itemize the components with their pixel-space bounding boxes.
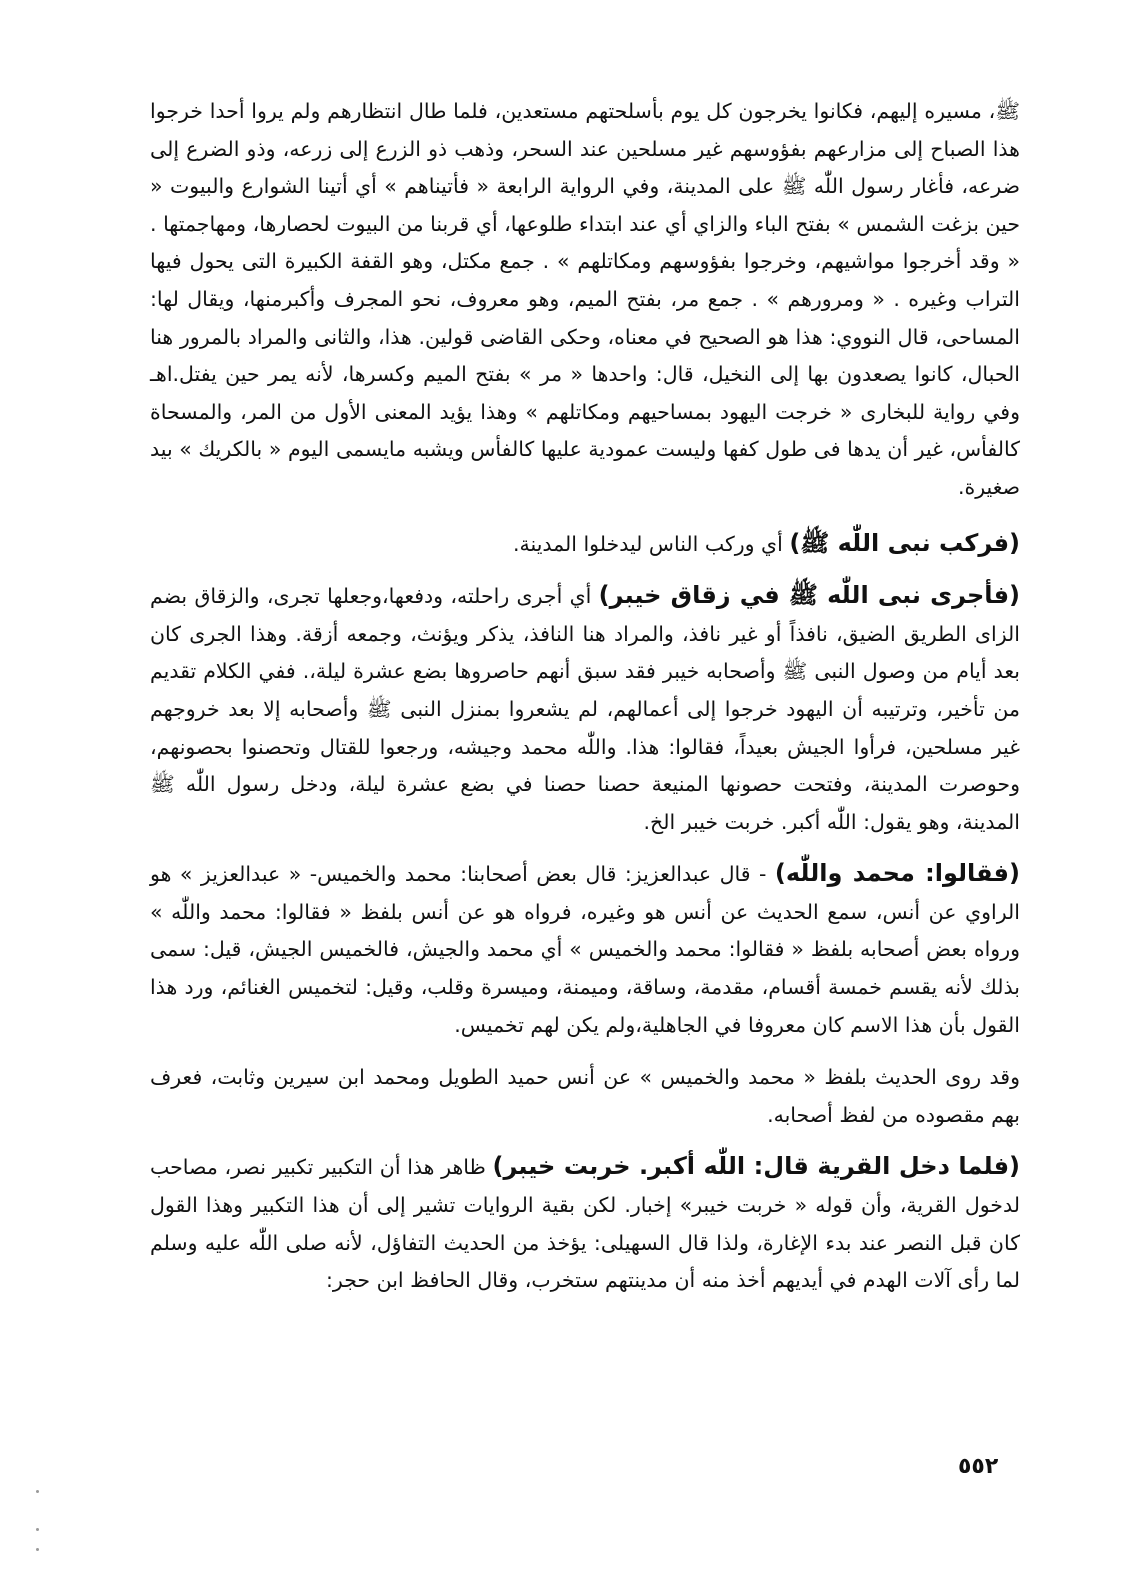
page-body [150,92,1020,1314]
paragraph-1-text: ﷺ، مسيره إليهم، فكانوا يخرجون كل يوم بأسلحتهم مستعدين، فلما طال انتظارهم ولم يروا أحدا خرجوا هذا الصباح إلى مزارعهم بفؤوسهم غير مسلحين عند السحر، وذهب ذو الزرع إلى زرعه، وذو الضرع إلى ضرعه، فأغار رسول اللّٰه ﷺ على المدينة، وفي الرواية الرابعة « فأتيناهم » أي أتينا الشوارع والبيوت « حين بزغت الشمس » بفتح الباء والزاي أي عند ابتداء طلوعها، أي قربنا من البيوت لحصارها، ومهاجمتها . « وقد أخرجوا مواشيهم، وخرجوا بفؤوسهم ومكاتلهم » . جمع مكتل، وهو القفة الكبيرة التى يحول فيها التراب وغيره . « ومرورهم » . جمع مر، بفتح الميم، وهو معروف، نحو المجرف وأكبرمنها، ويقال لها: المساحى، قال النووي: هذا هو الصحيح في معناه، وحكى القاضى قولين. هذا، والثانى والمراد بالمرور هنا الحبال، كانوا يصعدون بها إلى النخيل، قال: واحدها « مر » بفتح الميم وكسرها، لأنه يمر حين يفتل.اهـ وفي رواية للبخارى « خرجت اليهود بمساحيهم ومكاتلهم » وهذا يؤيد المعنى الأول من المر، والمسحاة كالفأس، غير أن يدها فى طول كفها وليست عمودية عليها كالفأس ويشبه مايسمى اليوم « بالكريك » بيد صغيرة. [150,99,1020,499]
paragraph-6 [150,1148,1020,1299]
paragraph-5-text: وقد روى الحديث بلفظ « محمد والخميس » عن أنس حميد الطويل ومحمد ابن سيرين وثابت، فعرف بهم مقصوده من لفظ أصحابه. [150,1065,1020,1127]
paragraph-4 [150,855,1020,1044]
scan-speck [36,1528,39,1531]
paragraph-2-text: أي وركب الناس ليدخلوا المدينة. [513,531,790,556]
paragraph-2 [150,525,1020,564]
paragraph-6-text: ظاهر هذا أن التكبير تكبير نصر، مصاحب لدخول القرية، وأن قوله « خربت خيبر» إخبار. لكن بقية الروايات تشير إلى أن هذا التكبير وهذا القول كان قبل النصر عند بدء الإغارة، ولذا قال السهيلى: يؤخذ من الحديث التفاؤل، لأنه صلى اللّٰه عليه وسلم لما رأى آلات الهدم في أيديهم أخذ منه أن مدينتهم ستخرب، وقال الحافظ ابن حجر: [150,1155,1020,1293]
paragraph-5 [150,1058,1020,1134]
paragraph-2-lead: (فركب نبى اللّٰه ﷺ) [789,528,1020,557]
paragraph-3-text: أي أجرى راحلته، ودفعها،وجعلها تجرى، والزقاق بضم الزاى الطريق الضيق، نافذاً أو غير نافذ، والمراد هنا النافذ، يذكر ويؤنث، وجمعه أزقة. وهذا الجرى كان بعد أيام من وصول النبى ﷺ وأصحابه خيبر فقد سبق أنهم حاصروها بضع عشرة ليلة،. ففي الكلام تقديم من تأخير، وترتيبه أن اليهود خرجوا إلى أعمالهم، لم يشعروا بمنزل النبى ﷺ وأصحابه إلا بعد خروجهم غير مسلحين، فرأوا الجيش بعيداً، فقالوا: هذا. واللّٰه محمد وجيشه، ورجعوا للقتال وتحصنوا بحصونهم، وحوصرت المدينة، وفتحت حصونها المنيعة حصنا حصنا في بضع عشرة ليلة، ودخل رسول اللّٰه ﷺ المدينة، وهو يقول: اللّٰه أكبر. خربت خيبر الخ. [150,584,1020,834]
paragraph-3-lead: (فأجرى نبى اللّٰه ﷺ في زقاق خيبر) [598,581,1020,610]
page-number: ٥٥٢ [958,1454,999,1479]
paragraph-4-lead: (فقالوا: محمد واللّٰه) [774,859,1020,888]
paragraph-1 [150,92,1020,507]
scan-speck [36,1548,39,1551]
scan-speck [36,1490,39,1493]
paragraph-3 [150,577,1020,841]
paragraph-4-text: - قال عبدالعزيز: قال بعض أصحابنا: محمد والخميس- « عبدالعزيز » هو الراوي عن أنس، سمع الحديث عن أنس هو وغيره، فرواه هو عن أنس بلفظ « فقالوا: محمد واللّٰه » ورواه بعض أصحابه بلفظ « فقالوا: محمد والخميس » أي محمد والجيش، فالخميس الجيش، قيل: سمى بذلك لأنه يقسم خمسة أقسام، مقدمة، وساقة، وميمنة، وميسرة وقلب، وقيل: لتخميس الغنائم، ورد هذا القول بأن هذا الاسم كان معروفا في الجاهلية،ولم يكن لهم تخميس. [150,862,1020,1037]
paragraph-6-lead: (فلما دخل القرية قال: اللّٰه أكبر. خربت خيبر) [492,1152,1020,1181]
